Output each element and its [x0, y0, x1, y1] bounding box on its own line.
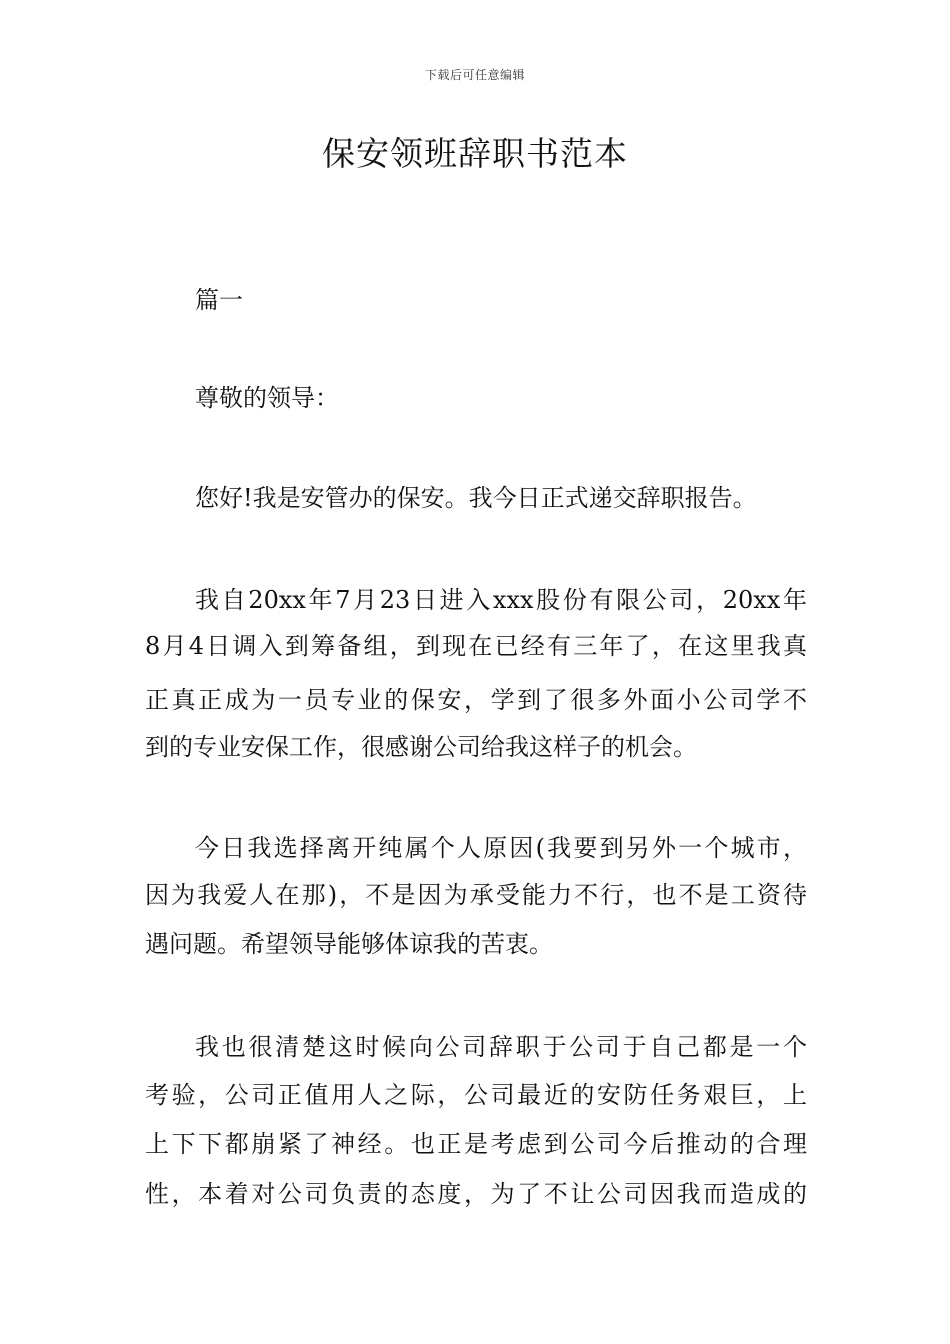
section-label: 篇一: [195, 286, 243, 314]
salutation: 尊敬的领导：: [195, 384, 339, 412]
paragraph-line: 考验，公司正值用人之际，公司最近的安防任务艰巨，上: [145, 1081, 807, 1109]
paragraph-line: 上下下都崩紧了神经。也正是考虑到公司今后推动的合理: [145, 1130, 807, 1158]
paragraph-line: 今日我选择离开纯属个人原因(我要到另外一个城市，: [195, 834, 807, 862]
paragraph-line: 您好!我是安管办的保安。我今日正式递交辞职报告。: [195, 484, 757, 512]
paragraph-line: 我也很清楚这时候向公司辞职于公司于自己都是一个: [195, 1033, 807, 1061]
paragraph-line: 我自20xx年7月23日进入xxx股份有限公司，20xx年: [195, 586, 807, 614]
paragraph-line: 因为我爱人在那)，不是因为承受能力不行，也不是工资待: [145, 881, 807, 909]
paragraph-line: 遇问题。希望领导能够体谅我的苦衷。: [145, 930, 553, 958]
paragraph-line: 正真正成为一员专业的保安，学到了很多外面小公司学不: [145, 686, 807, 714]
header-note: 下载后可任意编辑: [424, 68, 525, 82]
document-title: 保安领班辞职书范本: [322, 134, 628, 173]
paragraph-line: 到的专业安保工作，很感谢公司给我这样子的机会。: [145, 733, 697, 761]
paragraph-line: 性，本着对公司负责的态度，为了不让公司因我而造成的: [145, 1180, 807, 1208]
paragraph-line: 8月4日调入到筹备组，到现在已经有三年了，在这里我真: [145, 632, 807, 660]
